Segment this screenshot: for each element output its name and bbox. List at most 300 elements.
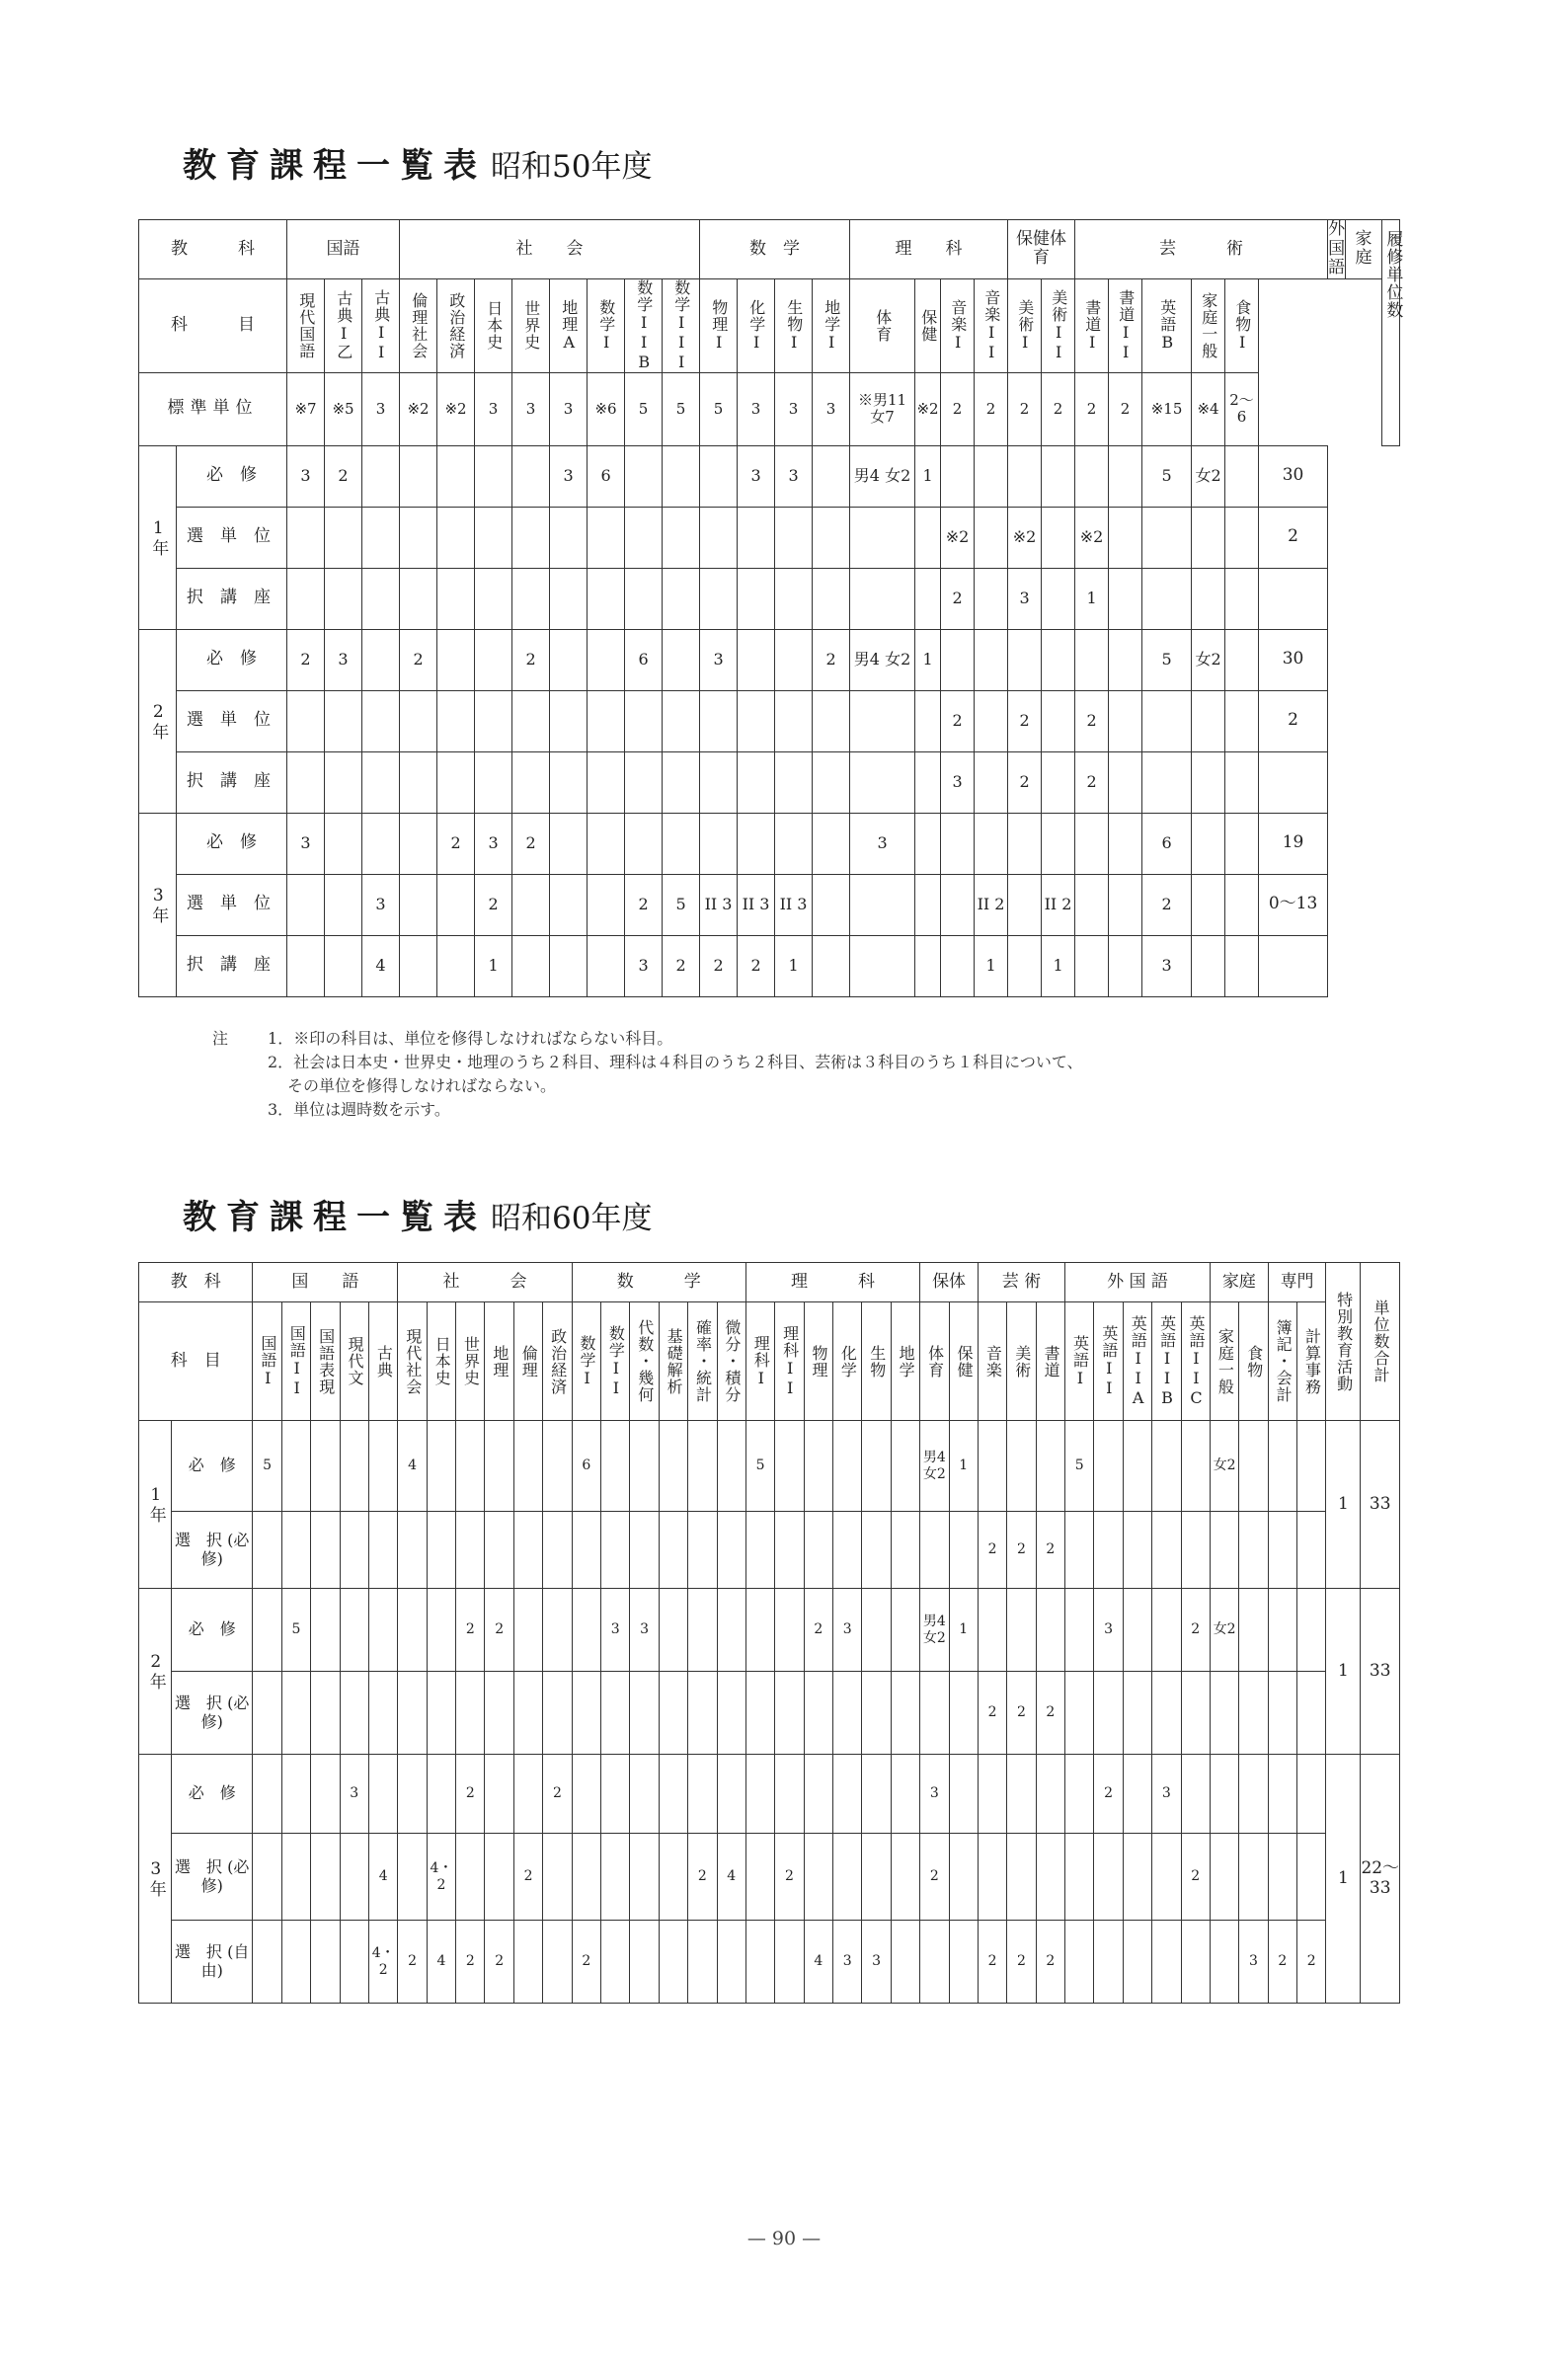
total-cell: 30 [1259,629,1328,690]
value-cell [550,568,588,629]
value-cell [550,874,588,935]
value-cell-2 [601,1512,630,1589]
value-cell [1042,445,1075,507]
subject-header [975,278,1008,372]
value-cell [325,874,362,935]
value-cell [941,813,975,874]
value-cell-2 [630,1512,659,1589]
value-cell [588,813,625,874]
value-cell [775,751,813,813]
subject-header-2-text: 数学II [606,1324,626,1398]
subject-header-2 [688,1302,717,1421]
value-cell [941,874,975,935]
table-row [139,568,1400,629]
value-cell-2 [745,1672,774,1755]
row-hissyu: 必 修 [177,813,287,874]
value-cell-2 [833,1421,862,1512]
value-cell [975,813,1008,874]
group-header-2: 社 会 [398,1263,572,1302]
value-cell [588,935,625,996]
value-cell: 5 [1142,445,1192,507]
value-cell [1225,813,1259,874]
value-cell-2 [311,1921,340,2004]
value-cell-2 [281,1921,310,2004]
total-cell: 0〜13 [1259,874,1328,935]
group-header: 数 学 [700,220,850,279]
value-cell [1008,813,1042,874]
value-cell-2 [1152,1672,1181,1755]
value-cell-2 [1152,1921,1181,2004]
row-type-label: 必 修 [171,1589,252,1672]
value-cell-2 [1065,1589,1094,1672]
value-cell [813,813,850,874]
value-cell [362,690,400,751]
value-cell-2 [1239,1834,1268,1921]
table-row [139,1302,1400,1421]
value-cell-2: 2 [513,1834,542,1921]
value-cell [775,507,813,568]
value-cell-2: 2 [1007,1512,1036,1589]
subject-header-2-text: 理科I [751,1334,771,1388]
subject-header-2-text: 英語IIC [1186,1314,1206,1408]
subject-header-text: 現代国語 [296,291,316,359]
value-cell-2 [659,1921,687,2004]
value-cell: 女2 [1192,629,1225,690]
value-cell-2 [1094,1921,1123,2004]
value-cell [663,507,700,568]
value-cell-2: 2 [1036,1921,1064,2004]
subject-header-2-text: 微分・積分 [722,1319,742,1403]
value-cell [738,690,775,751]
table-row [139,629,1400,690]
value-cell [437,568,475,629]
value-cell-2 [920,1672,949,1755]
value-cell: 3 [850,813,915,874]
value-cell: 3 [287,813,325,874]
title-year: 昭和50年度 [491,149,653,185]
value-cell-2 [456,1512,485,1589]
value-cell-2: 2 [456,1589,485,1672]
value-cell [1075,629,1109,690]
header-kamoku: 科 目 [139,278,287,372]
value-cell [475,507,512,568]
subject-header-2-text: 英語II [1099,1324,1119,1398]
value-cell-2 [688,1755,717,1834]
subject-header-2 [804,1302,832,1421]
subject-header-2 [745,1302,774,1421]
value-cell [400,874,437,935]
table-row [139,1421,1400,1512]
value-cell-2 [456,1672,485,1755]
value-cell [738,568,775,629]
standard-unit: 3 [775,372,813,445]
value-cell [588,690,625,751]
value-cell-2 [1123,1589,1151,1672]
value-cell-2 [485,1421,513,1512]
subject-header [813,278,850,372]
value-cell-2: 3 [833,1921,862,2004]
subject-header [850,278,915,372]
value-cell-2 [717,1421,745,1512]
value-cell-2 [978,1755,1006,1834]
value-cell-2: 5 [253,1421,281,1512]
value-cell-2 [1065,1755,1094,1834]
value-cell-2: 4 [398,1421,427,1512]
value-cell-2 [398,1834,427,1921]
value-cell-2 [862,1672,891,1755]
value-cell-2 [281,1755,310,1834]
value-cell-2 [688,1921,717,2004]
table-row [139,507,1400,568]
value-cell [813,690,850,751]
value-cell: 2 [512,813,550,874]
value-cell [700,507,738,568]
value-cell [915,874,941,935]
value-cell [1008,629,1042,690]
year-label-text: 3年 [148,885,169,924]
value-cell-2 [311,1512,340,1589]
value-cell-2: 3 [340,1755,368,1834]
title-showa50 [183,138,652,187]
subject-header-2 [543,1302,572,1421]
page-number: — 90 — [746,2228,822,2249]
value-cell-2 [1297,1589,1326,1672]
subject-header-2 [630,1302,659,1421]
value-cell-2 [1239,1589,1268,1672]
subject-header [400,278,437,372]
value-cell: 6 [588,445,625,507]
standard-unit: 2 [1109,372,1142,445]
value-cell-2 [543,1589,572,1672]
value-cell [512,874,550,935]
value-cell-2 [688,1512,717,1589]
value-cell [975,507,1008,568]
subject-header-2-text: 化学 [838,1344,858,1378]
value-cell-2 [659,1421,687,1512]
value-cell [700,445,738,507]
subject-header-text: 美術II [1049,288,1068,362]
value-cell [850,751,915,813]
value-cell-2: 4 [804,1921,832,2004]
value-cell: 2 [1008,690,1042,751]
value-cell: 3 [550,445,588,507]
subject-header-2 [340,1302,368,1421]
value-cell [1225,568,1259,629]
value-cell [362,813,400,874]
total-cell [1259,935,1328,996]
value-cell-2 [1007,1834,1036,1921]
value-cell-2 [1094,1421,1123,1512]
value-cell [625,507,663,568]
subject-header [941,278,975,372]
standard-unit: ※5 [325,372,362,445]
value-cell [1109,813,1142,874]
value-cell-2 [456,1421,485,1512]
value-cell-2 [1094,1672,1123,1755]
year-label-2 [139,1755,172,2004]
value-cell-2 [862,1834,891,1921]
value-cell-2: 2 [1181,1834,1210,1921]
value-cell-2 [717,1589,745,1672]
subject-header-2-text: 代数・幾何 [635,1319,655,1403]
value-cell-2 [717,1672,745,1755]
value-cell-2 [398,1512,427,1589]
value-cell [512,445,550,507]
value-cell [663,445,700,507]
value-cell [813,445,850,507]
value-cell [1142,690,1192,751]
value-cell-2: 2 [978,1672,1006,1755]
value-cell [663,813,700,874]
value-cell [1109,690,1142,751]
value-cell: 3 [325,629,362,690]
value-cell-2 [601,1755,630,1834]
value-cell [1042,690,1075,751]
value-cell-2 [804,1755,832,1834]
value-cell [1075,445,1109,507]
value-cell [700,751,738,813]
subject-header-2-text: 確率・統計 [693,1319,713,1403]
value-cell-2: 4・2 [368,1921,397,2004]
subject-header-text: 古典I乙 [334,290,353,361]
value-cell-2: 5 [745,1421,774,1512]
value-cell [775,629,813,690]
subject-header-2-text: 書道 [1042,1344,1061,1378]
value-cell-2 [456,1834,485,1921]
header-tokubetsu-text: 特別教育活動 [1334,1291,1354,1392]
value-cell [813,507,850,568]
value-cell [550,507,588,568]
subject-header-2 [717,1302,745,1421]
value-cell-2: 2 [398,1921,427,2004]
standard-unit: 3 [362,372,400,445]
subject-header-2 [891,1302,919,1421]
table-row [139,220,1400,279]
value-cell-2: 女2 [1210,1421,1238,1512]
group-header: 保健体育 [1008,220,1075,279]
value-cell-2 [1181,1921,1210,2004]
value-cell [975,751,1008,813]
subject-header [325,278,362,372]
value-cell-2 [513,1589,542,1672]
value-cell-2 [485,1672,513,1755]
value-cell [287,935,325,996]
value-cell [400,568,437,629]
value-cell: 2 [941,568,975,629]
value-cell [1042,629,1075,690]
subject-header-2 [513,1302,542,1421]
value-cell-2 [1181,1672,1210,1755]
value-cell-2: 5 [1065,1421,1094,1512]
value-cell: 男4 女2 [850,629,915,690]
subject-header-2 [862,1302,891,1421]
subject-header-2-text: 英語IIA [1129,1314,1148,1408]
total-cell: 2 [1259,690,1328,751]
value-cell [400,751,437,813]
value-cell: 2 [625,874,663,935]
value-cell: 2 [400,629,437,690]
subject-header-text: 保健 [918,308,938,343]
value-cell [1109,935,1142,996]
note-2b: その単位を修得しなければならない。 [287,1076,557,1095]
value-cell-2 [833,1672,862,1755]
group-header-2: 家庭 [1210,1263,1268,1302]
subject-header-2-text: 生物 [867,1344,887,1378]
value-cell: 2 [512,629,550,690]
value-cell-2 [659,1834,687,1921]
value-cell [1192,813,1225,874]
value-cell-2 [804,1421,832,1512]
year-label-text: 2年 [148,701,169,741]
header-kyouka: 教 科 [139,220,287,279]
note-3: 3．単位は週時数を示す。 [268,1100,450,1119]
table-row [139,1755,1400,1834]
value-cell-2 [745,1834,774,1921]
value-cell [1008,935,1042,996]
table-row [139,1921,1400,2004]
value-cell-2 [1094,1512,1123,1589]
value-cell-2 [1268,1512,1296,1589]
total-cell: 30 [1259,445,1328,507]
standard-unit: 2 [1008,372,1042,445]
value-cell: 3 [1008,568,1042,629]
value-cell-2 [398,1672,427,1755]
value-cell [975,690,1008,751]
value-cell-2: 男4 女2 [920,1589,949,1672]
value-cell [1042,813,1075,874]
value-cell [975,568,1008,629]
value-cell [1075,874,1109,935]
row-type-label: 選 択 (必修) [171,1834,252,1921]
group-header-2: 外 国 語 [1065,1263,1211,1302]
value-cell-2: 2 [1007,1672,1036,1755]
value-cell [512,935,550,996]
value-cell-2 [513,1512,542,1589]
value-cell-2 [543,1512,572,1589]
value-cell [325,751,362,813]
value-cell [325,507,362,568]
value-cell-2 [1297,1421,1326,1512]
standard-unit: 3 [550,372,588,445]
value-cell-2 [630,1672,659,1755]
subject-header-text: 英語B [1157,298,1177,353]
value-cell-2 [833,1512,862,1589]
value-cell [625,568,663,629]
value-cell-2 [1123,1921,1151,2004]
value-cell-2: 5 [281,1589,310,1672]
value-cell-2 [427,1672,455,1755]
value-cell [775,690,813,751]
row-sentaku: 択 講 座 [177,751,287,813]
value-cell: 1 [1042,935,1075,996]
value-cell-2 [340,1421,368,1512]
total-cell: 19 [1259,813,1328,874]
value-cell-2 [1123,1421,1151,1512]
subject-header-2-text: 体育 [925,1344,945,1378]
value-cell-2 [513,1921,542,2004]
subject-header-2 [775,1302,804,1421]
value-cell-2: 2 [775,1834,804,1921]
subject-header [362,278,400,372]
value-cell-2 [1268,1834,1296,1921]
value-cell [1142,507,1192,568]
group-header-2: 数 学 [572,1263,745,1302]
value-cell-2 [398,1755,427,1834]
year-label [139,445,177,629]
value-cell [400,507,437,568]
value-cell [813,568,850,629]
value-cell-2 [862,1421,891,1512]
subject-header-2 [311,1302,340,1421]
value-cell [550,690,588,751]
value-cell-2: 2 [804,1589,832,1672]
value-cell-2 [281,1421,310,1512]
value-cell [1192,874,1225,935]
standard-unit: ※6 [588,372,625,445]
value-cell [738,629,775,690]
subject-header [550,278,588,372]
value-cell-2 [659,1755,687,1834]
value-cell [1192,690,1225,751]
value-cell-2 [485,1512,513,1589]
value-cell [1042,568,1075,629]
value-cell: 2 [941,690,975,751]
value-cell-2: 2 [543,1755,572,1834]
value-cell-2: 2 [1181,1589,1210,1672]
header-tokubetsu [1326,1263,1361,1421]
header-tani-total [1361,1263,1400,1421]
value-cell-2 [1152,1589,1181,1672]
value-cell-2 [891,1421,919,1512]
value-cell: 3 [362,874,400,935]
standard-unit: ※2 [915,372,941,445]
value-cell [915,751,941,813]
subject-header-text: 体育 [873,308,893,343]
value-cell: II 2 [975,874,1008,935]
subject-header-text: 音楽II [981,288,1001,362]
value-cell [588,507,625,568]
value-cell: 2 [475,874,512,935]
value-cell-2 [1065,1672,1094,1755]
value-cell [738,507,775,568]
value-cell [663,751,700,813]
group-header: 理 科 [850,220,1008,279]
value-cell [287,568,325,629]
row-sentaku: 択 講 座 [177,935,287,996]
value-cell-2 [1123,1834,1151,1921]
table-row [139,813,1400,874]
year-label-2 [139,1421,172,1589]
subject-header-2-text: 倫理 [519,1344,539,1378]
value-cell [475,751,512,813]
value-cell [325,690,362,751]
subject-header-2 [456,1302,485,1421]
subject-header-2 [978,1302,1006,1421]
subject-header-2 [920,1302,949,1421]
value-cell-2 [485,1834,513,1921]
value-cell-2 [775,1755,804,1834]
value-cell: 2 [738,935,775,996]
value-cell: 2 [1142,874,1192,935]
value-cell-2: 3 [630,1589,659,1672]
table-row [139,1834,1400,1921]
value-cell [915,813,941,874]
value-cell [775,813,813,874]
value-cell-2: 2 [1036,1512,1064,1589]
value-cell-2 [833,1834,862,1921]
subject-header-2 [572,1302,600,1421]
subject-header-text: 生物I [784,298,804,353]
